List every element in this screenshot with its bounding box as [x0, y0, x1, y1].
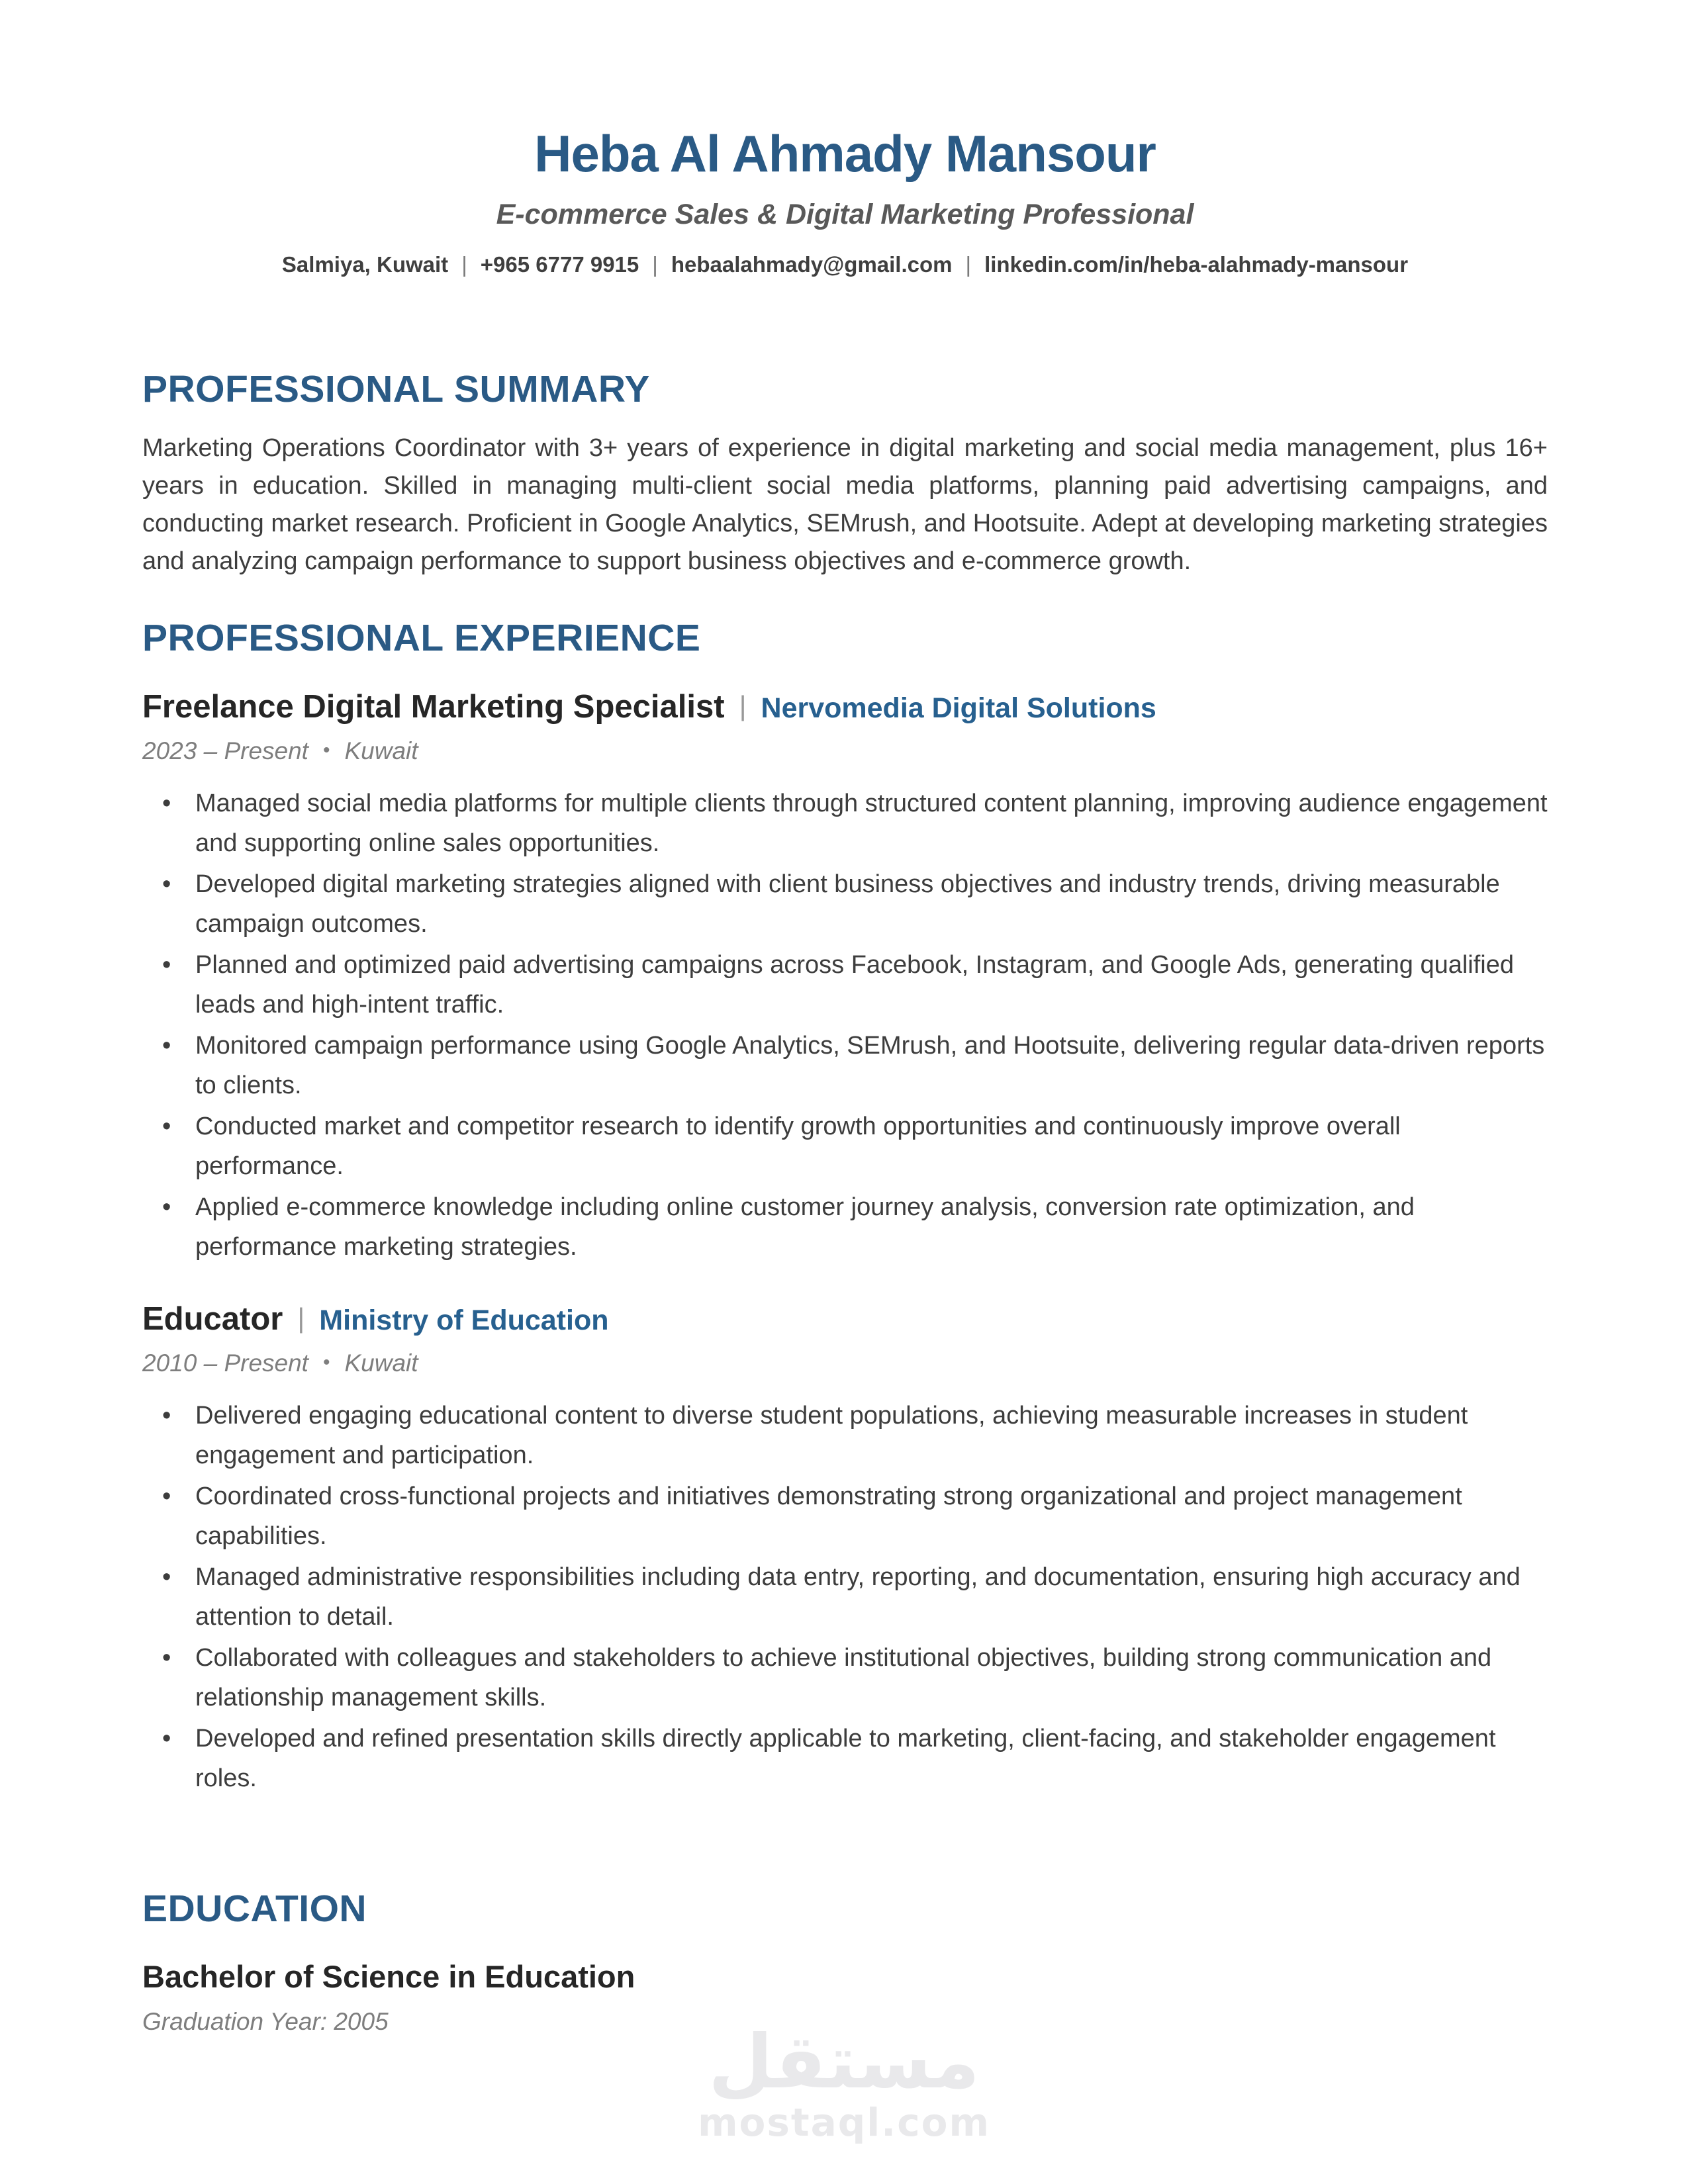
contact-linkedin: linkedin.com/in/heba-alahmady-mansour: [984, 252, 1409, 277]
contact-separator: |: [965, 252, 972, 277]
candidate-name: Heba Al Ahmady Mansour: [534, 124, 1156, 183]
contact-separator: |: [652, 252, 658, 277]
job-educator: [142, 1301, 1548, 1798]
job-company: Nervomedia Digital Solutions: [761, 692, 1156, 724]
bullet-item: • Delivered engaging educational content to diverse student populations, achieving measurable increases in student engagement and participation.: [142, 1396, 1548, 1475]
bullet-item: • Managed administrative responsibilities including data entry, reporting, and documentation, ensuring high accuracy and attention to detail.: [142, 1557, 1548, 1637]
bullet-item: • Collaborated with colleagues and stakeholders to achieve institutional objectives, building strong communication and relationship management skills.: [142, 1638, 1548, 1717]
professional-title: E-commerce Sales & Digital Marketing Professional: [496, 198, 1194, 230]
contact-location: Salmiya, Kuwait: [281, 252, 449, 277]
experience-section: [142, 619, 1548, 1798]
bullet-item: • Coordinated cross-functional projects and initiatives demonstrating strong organizational and project management capabilities.: [142, 1477, 1548, 1556]
bullet-item: • Developed digital marketing strategies aligned with client business objectives and industry trends, driving measurable campaign outcomes.: [142, 864, 1548, 944]
mostaql-domain: mostaql.com: [698, 2100, 990, 2145]
contact-email: hebaalahmady@gmail.com: [671, 252, 953, 277]
job-company: Ministry of Education: [319, 1304, 609, 1337]
job-freelance-digital-marketing-specialist: [142, 689, 1548, 1267]
contact-separator: |: [461, 252, 467, 277]
graduation-year: Graduation Year: 2005: [142, 2008, 389, 2036]
summary-heading: PROFESSIONAL SUMMARY: [142, 368, 650, 411]
job-location: Kuwait: [344, 1349, 418, 1377]
job-meta-line: [142, 1349, 1548, 1377]
job-meta-line: [142, 737, 1548, 765]
bullet-item: • Developed and refined presentation skills directly applicable to marketing, client-facing, and stakeholder engagement roles.: [142, 1719, 1548, 1798]
job-dates: 2023 – Present: [142, 737, 308, 764]
job-location: Kuwait: [344, 737, 418, 764]
job-title-line: [142, 689, 1548, 725]
job-bullet-list: [142, 784, 1548, 1267]
job-meta-separator: •: [322, 1351, 330, 1374]
job-bullet-list: [142, 1396, 1548, 1798]
job-title-separator: |: [739, 690, 747, 721]
contact-phone: +965 6777 9915: [480, 252, 639, 277]
mostaql-watermark: [698, 2019, 990, 2145]
bullet-item: • Planned and optimized paid advertising campaigns across Facebook, Instagram, and Google Ads, generating qualified leads and high-intent traffic.: [142, 945, 1548, 1024]
bullet-item: • Managed social media platforms for multiple clients through structured content planning, improving audience engagement and supporting online sales opportunities.: [142, 784, 1548, 863]
education-section: [142, 1889, 1548, 2036]
bullet-item: • Conducted market and competitor research to identify growth opportunities and continuously improve overall performance.: [142, 1107, 1548, 1186]
job-title: Freelance Digital Marketing Specialist: [142, 688, 725, 725]
job-title-separator: |: [297, 1302, 305, 1334]
job-meta-separator: •: [322, 739, 330, 761]
mostaql-logo-arabic: مستقل: [708, 2019, 980, 2105]
resume-header: [142, 126, 1548, 277]
job-title: Educator: [142, 1301, 283, 1338]
summary-text: Marketing Operations Coordinator with 3+ years of experience in digital marketing and social media management, plus 16+ years in education. Skilled in managing multi-client social media platforms, planning paid advertising campaigns, and conducting market research. Proficient in Google Analytics, SEMrush, and Hootsuite. Adept at developing marketing strategies and analyzing campaign performance to support business objectives and e-commerce growth.: [142, 434, 1548, 576]
education-heading: EDUCATION: [142, 1888, 367, 1931]
summary-section: [142, 370, 1548, 580]
job-title-line: [142, 1301, 1548, 1338]
contact-line: [142, 252, 1548, 277]
job-dates: 2010 – Present: [142, 1349, 308, 1377]
experience-heading: PROFESSIONAL EXPERIENCE: [142, 617, 701, 660]
bullet-item: • Monitored campaign performance using Google Analytics, SEMrush, and Hootsuite, delivering regular data-driven reports to clients.: [142, 1026, 1548, 1105]
bullet-item: • Applied e-commerce knowledge including online customer journey analysis, conversion rate optimization, and performance marketing strategies.: [142, 1187, 1548, 1267]
degree-title: Bachelor of Science in Education: [142, 1959, 635, 1995]
